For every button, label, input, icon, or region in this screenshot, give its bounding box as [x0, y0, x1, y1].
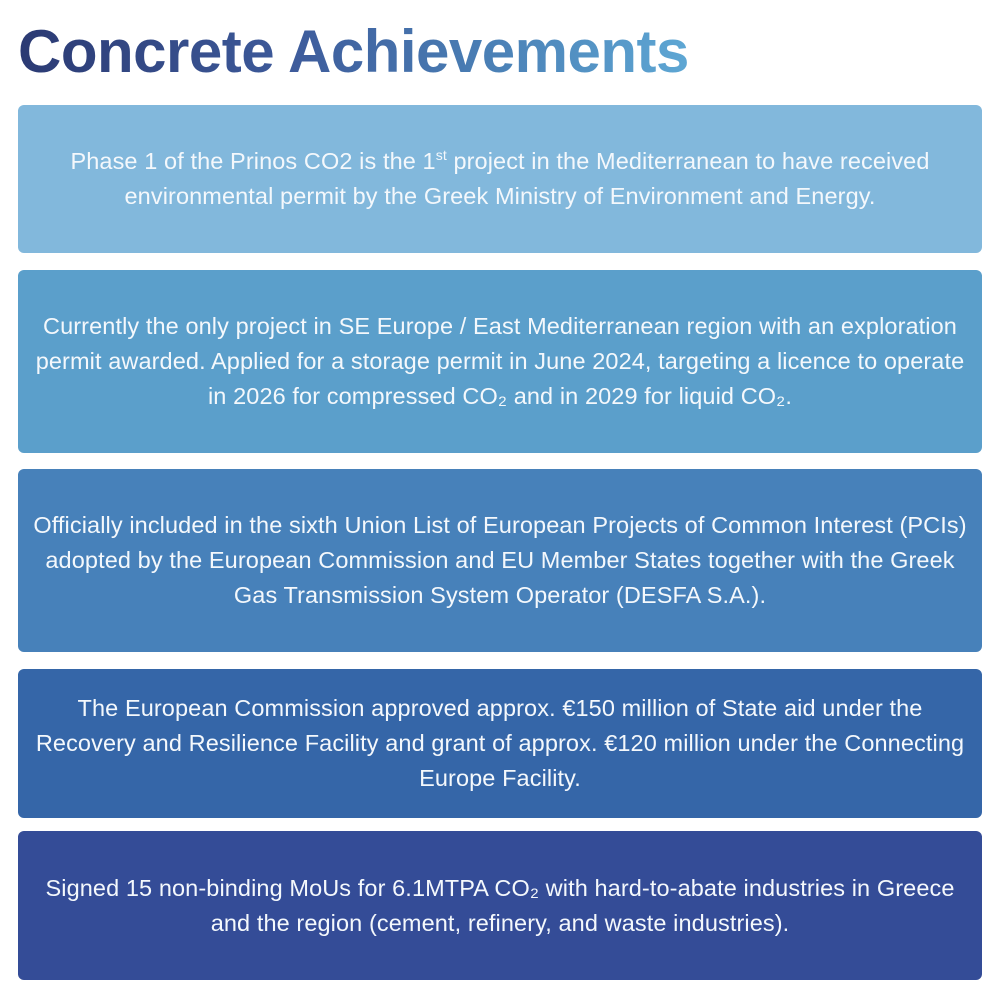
achievement-text: The European Commission approved approx. €150 million of State aid under the Recovery and Resilience Facility and grant of approx. €120 million under the Connecting Europe Facility.: [35, 695, 965, 791]
achievement-card-exploration-permit: [18, 270, 982, 453]
page-title: Concrete Achievements: [18, 14, 689, 90]
achievement-text: Phase 1 of the Prinos CO2 is the 1st project in the Mediterranean to have received environmental permit by the Greek Ministry of Environment and Energy.: [70, 147, 930, 209]
achievement-card-mous: [18, 831, 982, 980]
achievement-text: Currently the only project in SE Europe / East Mediterranean region with an exploration permit awarded. Applied for a storage permit in June 2024, targeting a licence to operate in 2026 for compressed CO₂ and in 2029 for liquid CO₂.: [35, 313, 965, 409]
achievement-card-funding: [18, 669, 982, 818]
achievement-text: Signed 15 non-binding MoUs for 6.1MTPA CO₂ with hard-to-abate industries in Greece and the region (cement, refinery, and waste industries).: [45, 874, 955, 936]
achievement-card-pci-list: [18, 469, 982, 652]
ordinal-superscript: st: [435, 147, 447, 163]
achievement-card-environmental-permit: [18, 105, 982, 253]
achievement-text: Officially included in the sixth Union List of European Projects of Common Interest (PCIs) adopted by the European Commission and EU Member States together with the Greek Gas Transmission System Operator (DESFA S.A.).: [33, 512, 967, 608]
